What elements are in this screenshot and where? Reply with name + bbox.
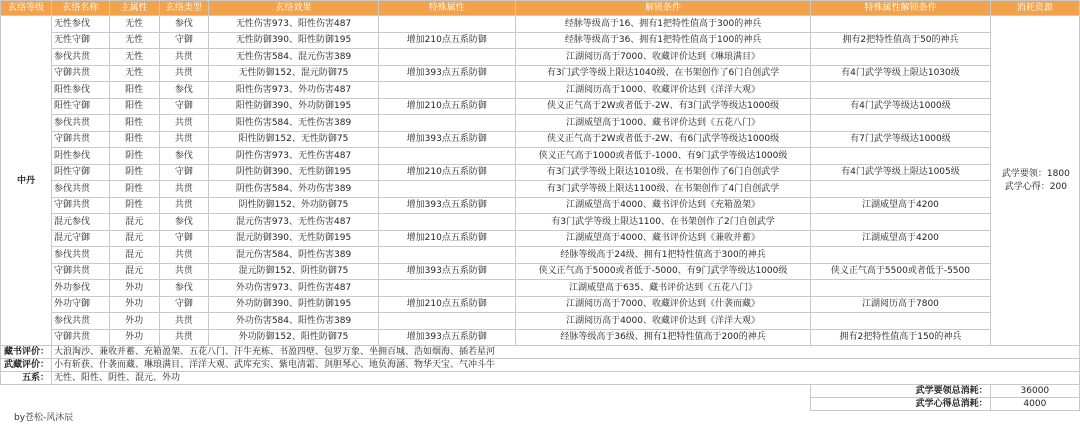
row-attr: 混元 <box>109 214 159 231</box>
row-special-unlock: 拥有2把特性值高于50的神兵 <box>811 32 990 49</box>
header-level: 玄络等级 <box>1 1 52 16</box>
row-unlock: 有3门武学等级上限达1010级、在书架创作了6门自创武学 <box>515 164 810 181</box>
row-type: 守御 <box>159 98 209 115</box>
row-unlock: 侠义正气高于2W或者低于-2W、有3门武学等级达1000级 <box>515 98 810 115</box>
row-effect: 外功防御390、阴性防御195 <box>209 296 378 313</box>
row-special <box>378 181 515 198</box>
row-special-unlock <box>811 115 990 132</box>
row-attr: 阴性 <box>109 148 159 165</box>
five-value: 无性、阳性、阴性、混元、外功 <box>52 372 1080 385</box>
row-unlock: 江湖阅历高于1000、收藏评价达到《洋洋大观》 <box>515 82 810 99</box>
row-effect: 阴性防御152、外功防御75 <box>209 197 378 214</box>
row-special-unlock: 有7门武学等级达1000级 <box>811 131 990 148</box>
row-special <box>378 214 515 231</box>
row-name: 混元守御 <box>52 230 110 247</box>
header-type: 玄络类型 <box>159 1 209 16</box>
row-unlock: 江湖威望高于4000、藏书评价达到《充箱盈架》 <box>515 197 810 214</box>
row-attr: 无性 <box>109 65 159 82</box>
row-attr: 阴性 <box>109 181 159 198</box>
row-special-unlock: 拥有2把特性值高于150的神兵 <box>811 329 990 346</box>
row-attr: 无性 <box>109 32 159 49</box>
row-special-unlock <box>811 313 990 330</box>
row-name: 参伐共贯 <box>52 115 110 132</box>
row-effect: 阳性伤害584、无性伤害389 <box>209 115 378 132</box>
row-type: 守御 <box>159 296 209 313</box>
resources-cell <box>990 16 1079 346</box>
table-row <box>1 65 1080 82</box>
row-type: 参伐 <box>159 82 209 99</box>
row-unlock: 经脉等级高于24级、拥有1把特性值高于300的神兵 <box>515 247 810 264</box>
row-special <box>378 280 515 297</box>
row-unlock: 有3门武学等级上限达1100级、在书架创作了4门自创武学 <box>515 181 810 198</box>
row-attr: 阳性 <box>109 98 159 115</box>
row-effect: 混元伤害973、无性伤害487 <box>209 214 378 231</box>
row-type: 参伐 <box>159 148 209 165</box>
row-unlock: 江湖阅历高于7000、收藏评价达到《琳琅满目》 <box>515 49 810 66</box>
row-special-unlock: 江湖阅历高于7800 <box>811 296 990 313</box>
row-special-unlock <box>811 16 990 33</box>
row-name: 阳性守御 <box>52 98 110 115</box>
row-special: 增加210点五系防御 <box>378 230 515 247</box>
row-type: 共贯 <box>159 247 209 264</box>
row-special-unlock <box>811 280 990 297</box>
footer-total-xinde-row <box>1 398 1080 411</box>
book-value: 大浪淘沙、兼收并蓄、充箱盈架、五花八门、汗牛充栋、书盈四壁、包罗万象、坐拥百城、浩如烟海、插若星河 <box>52 346 1080 359</box>
table-row <box>1 296 1080 313</box>
row-effect: 外功防御152、阳性防御75 <box>209 329 378 346</box>
row-unlock: 经脉等级高于36、拥有1把特性值高于100的神兵 <box>515 32 810 49</box>
footer-armory-row <box>1 359 1080 372</box>
row-special <box>378 16 515 33</box>
row-attr: 混元 <box>109 247 159 264</box>
row-special: 增加210点五系防御 <box>378 164 515 181</box>
row-unlock: 江湖阅历高于7000、收藏评价达到《什袭而藏》 <box>515 296 810 313</box>
row-special-unlock <box>811 49 990 66</box>
row-effect: 混元伤害584、阴性伤害389 <box>209 247 378 264</box>
row-type: 共贯 <box>159 181 209 198</box>
resource-yaoling: 武学要领：1800 <box>1001 168 1070 179</box>
table-row <box>1 230 1080 247</box>
row-unlock: 经脉等级高于16、拥有1把特性值高于300的神兵 <box>515 16 810 33</box>
row-effect: 无性防御152、混元防御75 <box>209 65 378 82</box>
row-effect: 外功伤害584、阳性伤害389 <box>209 313 378 330</box>
armory-label: 武藏评价： <box>1 359 52 372</box>
row-special-unlock: 侠义正气高于5500或者低于-5500 <box>811 263 990 280</box>
row-special-unlock <box>811 181 990 198</box>
table-row <box>1 98 1080 115</box>
row-name: 守御共贯 <box>52 263 110 280</box>
row-special-unlock <box>811 214 990 231</box>
header-special: 特殊属性 <box>378 1 515 16</box>
table-row <box>1 197 1080 214</box>
row-type: 参伐 <box>159 214 209 231</box>
row-unlock: 侠义正气高于5000或者低于-5000、有9门武学等级达1000级 <box>515 263 810 280</box>
row-name: 参伐共贯 <box>52 181 110 198</box>
total-xinde-value: 4000 <box>990 398 1079 411</box>
row-attr: 混元 <box>109 263 159 280</box>
row-name: 守御共贯 <box>52 329 110 346</box>
total-yaoling-label: 武学要领总消耗： <box>811 385 990 398</box>
resource-xinde: 武学心得：200 <box>1004 181 1067 192</box>
row-special-unlock: 江湖威望高于4200 <box>811 230 990 247</box>
row-attr: 外功 <box>109 296 159 313</box>
total-yaoling-value: 36000 <box>990 385 1079 398</box>
row-effect: 无性伤害584、混元伤害389 <box>209 49 378 66</box>
row-type: 守御 <box>159 230 209 247</box>
row-special-unlock: 江湖威望高于4200 <box>811 197 990 214</box>
row-type: 参伐 <box>159 16 209 33</box>
row-name: 参伐共贯 <box>52 247 110 264</box>
row-type: 守御 <box>159 164 209 181</box>
row-effect: 阴性伤害584、外功伤害389 <box>209 181 378 198</box>
total-xinde-label: 武学心得总消耗： <box>811 398 990 411</box>
row-type: 共贯 <box>159 313 209 330</box>
table-row <box>1 181 1080 198</box>
row-attr: 阳性 <box>109 115 159 132</box>
header-attr: 主属性 <box>109 1 159 16</box>
row-name: 参伐共贯 <box>52 313 110 330</box>
row-special: 增加393点五系防御 <box>378 65 515 82</box>
header-row <box>1 1 1080 16</box>
row-special-unlock <box>811 148 990 165</box>
row-special-unlock <box>811 247 990 264</box>
row-unlock: 有3门武学等级上限达1100、在书架创作了2门自创武学 <box>515 214 810 231</box>
header-effect: 玄络效果 <box>209 1 378 16</box>
row-name: 阳性参伐 <box>52 82 110 99</box>
row-unlock: 侠义正气高于2W或者低于-2W、有6门武学等级达1000级 <box>515 131 810 148</box>
table-row <box>1 16 1080 33</box>
header-special-unlock: 特殊属性解锁条件 <box>811 1 990 16</box>
row-special <box>378 115 515 132</box>
table-row <box>1 49 1080 66</box>
row-attr: 阴性 <box>109 197 159 214</box>
row-name: 守御共贯 <box>52 197 110 214</box>
footer-book-row <box>1 346 1080 359</box>
row-unlock: 江湖阅历高于4000、收藏评价达到《洋洋大观》 <box>515 313 810 330</box>
row-special: 增加210点五系防御 <box>378 32 515 49</box>
row-attr: 阴性 <box>109 164 159 181</box>
header-unlock: 解锁条件 <box>515 1 810 16</box>
row-unlock: 江湖威望高于635、藏书评价达到《五花八门》 <box>515 280 810 297</box>
table-row <box>1 263 1080 280</box>
row-special <box>378 148 515 165</box>
row-effect: 无性防御390、阳性防御195 <box>209 32 378 49</box>
row-special: 增加393点五系防御 <box>378 263 515 280</box>
row-type: 共贯 <box>159 197 209 214</box>
table-row <box>1 329 1080 346</box>
row-unlock: 江湖威望高于4000、藏书评价达到《兼收并蓄》 <box>515 230 810 247</box>
table-row <box>1 247 1080 264</box>
row-attr: 阳性 <box>109 82 159 99</box>
row-special-unlock: 有4门武学等级上限达1030级 <box>811 65 990 82</box>
row-special <box>378 49 515 66</box>
row-effect: 阳性防御152、无性防御75 <box>209 131 378 148</box>
row-special: 增加393点五系防御 <box>378 329 515 346</box>
row-attr: 阳性 <box>109 131 159 148</box>
row-effect: 阳性伤害973、外功伤害487 <box>209 82 378 99</box>
author-credit: by苍松-风沐辰 <box>14 413 74 423</box>
row-attr: 外功 <box>109 329 159 346</box>
row-name: 外功参伐 <box>52 280 110 297</box>
row-name: 外功守御 <box>52 296 110 313</box>
row-special: 增加210点五系防御 <box>378 296 515 313</box>
row-attr: 外功 <box>109 280 159 297</box>
table-row <box>1 131 1080 148</box>
row-name: 参伐共贯 <box>52 49 110 66</box>
table-row <box>1 280 1080 297</box>
row-effect: 混元防御390、无性防御195 <box>209 230 378 247</box>
footer-five-row <box>1 372 1080 385</box>
row-effect: 阳性防御390、外功防御195 <box>209 98 378 115</box>
row-special-unlock: 有4门武学等级达1000级 <box>811 98 990 115</box>
row-effect: 阴性防御390、无性防御195 <box>209 164 378 181</box>
row-special: 增加210点五系防御 <box>378 98 515 115</box>
header-resources: 消耗资源 <box>990 1 1079 16</box>
row-type: 共贯 <box>159 329 209 346</box>
row-type: 守御 <box>159 32 209 49</box>
row-special-unlock: 有4门武学等级上限达1005级 <box>811 164 990 181</box>
row-name: 阴性参伐 <box>52 148 110 165</box>
row-effect: 混元防御152、阴性防御75 <box>209 263 378 280</box>
row-unlock: 侠义正气高于1000或者低于-1000、有9门武学等级达1000级 <box>515 148 810 165</box>
row-special: 增加393点五系防御 <box>378 197 515 214</box>
table-row <box>1 164 1080 181</box>
footer-total-yaoling-row <box>1 385 1080 398</box>
table-row <box>1 115 1080 132</box>
row-name: 无性参伐 <box>52 16 110 33</box>
row-attr: 无性 <box>109 16 159 33</box>
row-type: 共贯 <box>159 263 209 280</box>
row-name: 无性守御 <box>52 32 110 49</box>
row-effect: 外功伤害973、阴性伤害487 <box>209 280 378 297</box>
row-name: 守御共贯 <box>52 131 110 148</box>
five-label: 五系： <box>1 372 52 385</box>
header-name: 玄络名称 <box>52 1 110 16</box>
row-special <box>378 247 515 264</box>
row-type: 共贯 <box>159 65 209 82</box>
row-attr: 无性 <box>109 49 159 66</box>
row-attr: 混元 <box>109 230 159 247</box>
book-label: 藏书评价： <box>1 346 52 359</box>
row-type: 共贯 <box>159 131 209 148</box>
row-unlock: 经脉等级高于36级、拥有1把特性值高于200的神兵 <box>515 329 810 346</box>
row-special <box>378 313 515 330</box>
table-row <box>1 148 1080 165</box>
row-effect: 无性伤害973、阳性伤害487 <box>209 16 378 33</box>
row-name: 阴性守御 <box>52 164 110 181</box>
row-type: 参伐 <box>159 280 209 297</box>
row-type: 共贯 <box>159 49 209 66</box>
table-row <box>1 313 1080 330</box>
table-row <box>1 214 1080 231</box>
row-effect: 阴性伤害973、无性伤害487 <box>209 148 378 165</box>
row-unlock: 有3门武学等级上限达1040级、在书架创作了6门自创武学 <box>515 65 810 82</box>
row-name: 守御共贯 <box>52 65 110 82</box>
table-row <box>1 32 1080 49</box>
row-special <box>378 82 515 99</box>
row-unlock: 江湖威望高于1000、藏书评价达到《五花八门》 <box>515 115 810 132</box>
table-row <box>1 82 1080 99</box>
row-special: 增加393点五系防御 <box>378 131 515 148</box>
row-type: 共贯 <box>159 115 209 132</box>
level-cell: 中丹 <box>1 16 52 346</box>
row-name: 混元参伐 <box>52 214 110 231</box>
row-special-unlock <box>811 82 990 99</box>
row-attr: 外功 <box>109 313 159 330</box>
armory-value: 小有斩获、什袭而藏、琳琅满目、洋洋大观、武库充实、紫电清霜、剑胆琴心、地负海涵、物华天宝、气冲斗牛 <box>52 359 1080 372</box>
